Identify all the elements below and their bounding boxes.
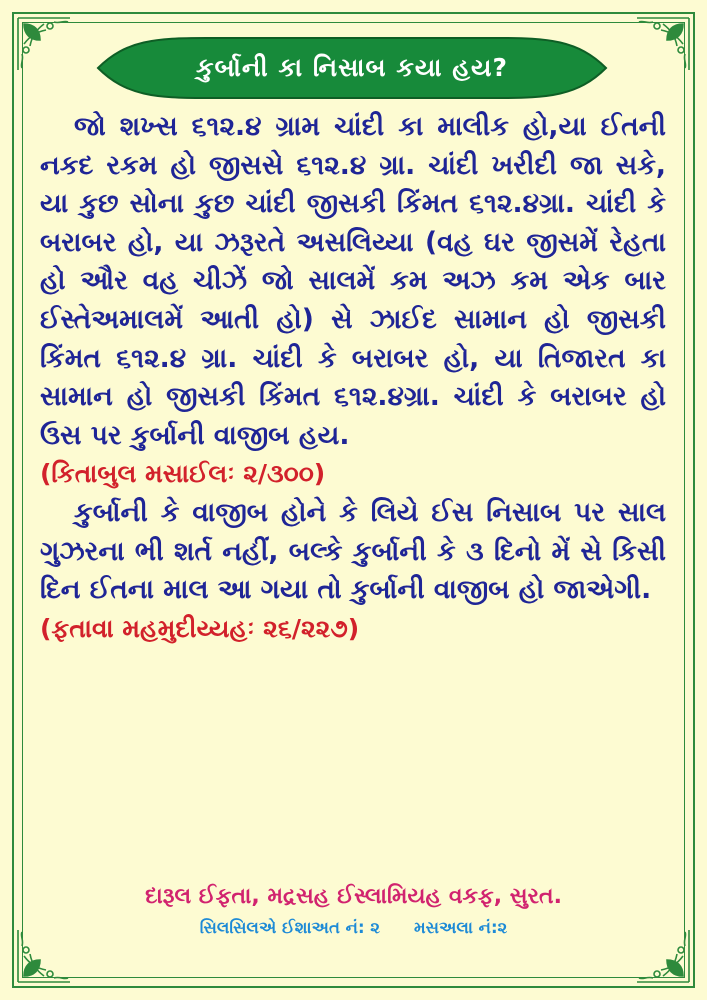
paragraph-no-year-condition: કુર્બાની કે વાજીબ હોને કે લિયે ઈસ નિસાબ પર સાલ ગુઝરના ભી શર્ત નહીં, બલ્કે કુર્બાની કે ૩ દિનો મેં સે કિસી દિન ઈતના માલ આ ગયા તો કુર્બાની વાજીબ હો જાએગી. [40, 496, 666, 606]
corner-ornament-icon [633, 14, 693, 74]
publisher-name: દારૂલ ઈફતા, મદ્રસહ ઈસ્લામિયહ વકફ, સુરત. [145, 884, 562, 909]
reference-citation: (કિતાબુલ મસાઈલઃ ૨/૩૦૦) [40, 459, 326, 489]
corner-ornament-icon [14, 14, 74, 74]
issue-number: મસઅલા નં:૨ [413, 918, 508, 937]
series-number: સિલસિલએ ઈશાઅત નં: ૨ [199, 918, 380, 937]
article-body [40, 108, 666, 648]
paragraph-nisab-conditions: જો શખ્સ ૬૧૨.૪ ગ્રામ ચાંદી કા માલીક હો,યા ઈતની નકદ રકમ હો જીસસે ૬૧૨.૪ ગ્રા. ચાંદી ખરીદી જા સકે, યા કુછ સોના કુછ ચાંદી જીસકી કિંમત ૬૧૨.૪ગ્રા. ચાંદી કે બરાબર હો, યા ઝરૂરતે અસલિય્યા (વહ ઘર જીસમેં રેહતા હો ઔર વહ ચીઝેં જો સાલમેં કમ અઝ કમ એક બાર ઈસ્તેઅમાલમેં આતી હો) સે ઝાઈદ સામાન હો જીસકી કિંમત ૬૧૨.૪ ગ્રા. ચાંદી કે બરાબર હો, યા તિજારત કા સામાન હો જીસકી કિંમત ૬૧૨.૪ગ્રા. ચાંદી કે બરાબર હો ઉસ પર કુર્બાની વાજીબ હય. [40, 111, 666, 451]
title-banner [96, 36, 608, 100]
series-info [0, 918, 707, 938]
page-title: કુર્બાની કા નિસાબ કયા હય? [196, 53, 508, 82]
reference-citation: (ફતાવા મહમુદીય્યહઃ ૨૬/૨૨૭) [40, 613, 360, 643]
